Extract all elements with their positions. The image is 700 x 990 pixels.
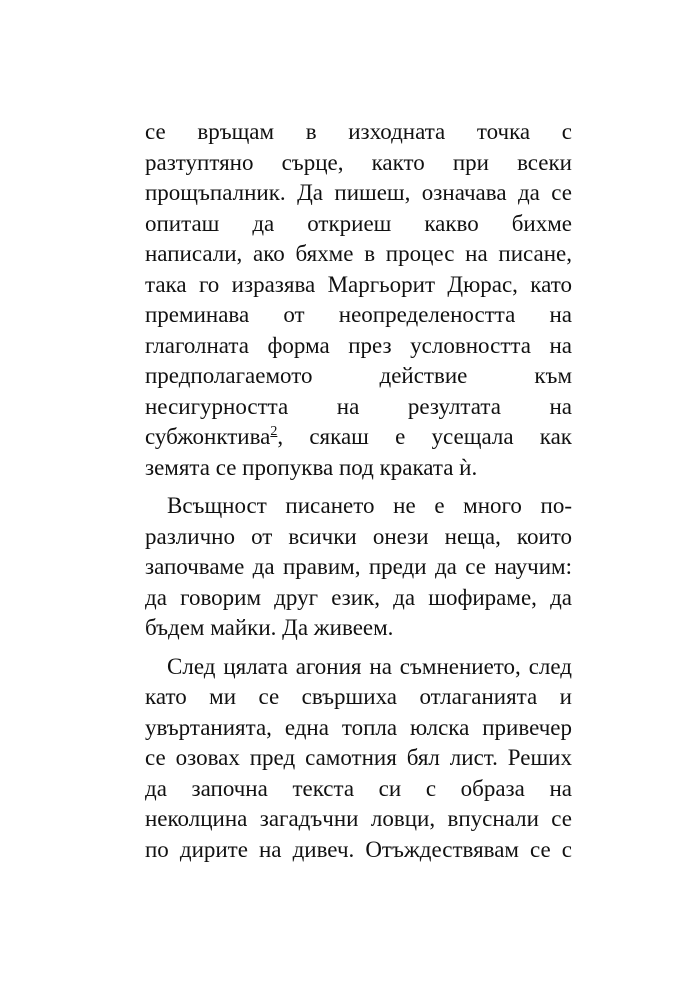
text-line: неколцина загадъчни ловци, впуснали се — [145, 806, 572, 831]
text-line: Всъщност писането не е много по- — [167, 493, 572, 518]
footnote-line-after: , сякаш е усещала как — [277, 424, 572, 449]
page-body-text — [145, 117, 572, 865]
paragraph-1 — [145, 117, 572, 483]
text-line: разтуптяно сърце, както при всеки — [145, 149, 572, 175]
text-line: преминава от неопределеността на — [145, 302, 572, 327]
paragraph-gap — [145, 644, 572, 652]
text-line: увъртанията, една топла юлска привечер — [145, 714, 572, 740]
text-line: да говорим друг език, да шофираме, да — [145, 584, 572, 610]
text-line: глаголната форма през условността на — [145, 332, 572, 358]
text-line: започваме да правим, преди да се научим: — [145, 554, 572, 579]
text-line: по дирите на дивеч. Отъждествявам се с — [145, 836, 572, 862]
text-line: се връщам в изходната точка с — [145, 119, 572, 144]
paragraph-gap — [145, 483, 572, 491]
text-line: След цялата агония на съмнението, след — [167, 653, 572, 679]
paragraph-2 — [145, 491, 572, 644]
text-line: да започна текста си с образа на — [145, 775, 572, 801]
footnote-line-before: субжонктива — [145, 424, 271, 449]
footnote-marker[interactable]: 2 — [270, 424, 278, 439]
text-line: написали, ако бяхме в процес на писане, — [145, 241, 572, 266]
text-line: различно от всички онези неща, които — [145, 523, 572, 549]
text-line: несигурността на резултата на — [145, 393, 572, 419]
text-line: така го изразява Маргьорит Дюрас, като — [145, 271, 572, 297]
text-line-with-footnote — [145, 422, 572, 453]
text-line: като ми се свършиха отлаганията и — [145, 684, 572, 709]
text-line: се озовах пред самотния бял лист. Реших — [145, 745, 572, 770]
text-line: предполагаемото действие към — [145, 363, 572, 388]
text-line: прощъпалник. Да пишеш, означава да се — [145, 180, 572, 205]
paragraph-3 — [145, 652, 572, 866]
text-line: земята се пропуква под краката ѝ. — [145, 454, 478, 480]
text-line: бъдем майки. Да живеем. — [145, 615, 394, 640]
text-line: опиташ да откриеш какво бихме — [145, 210, 572, 236]
